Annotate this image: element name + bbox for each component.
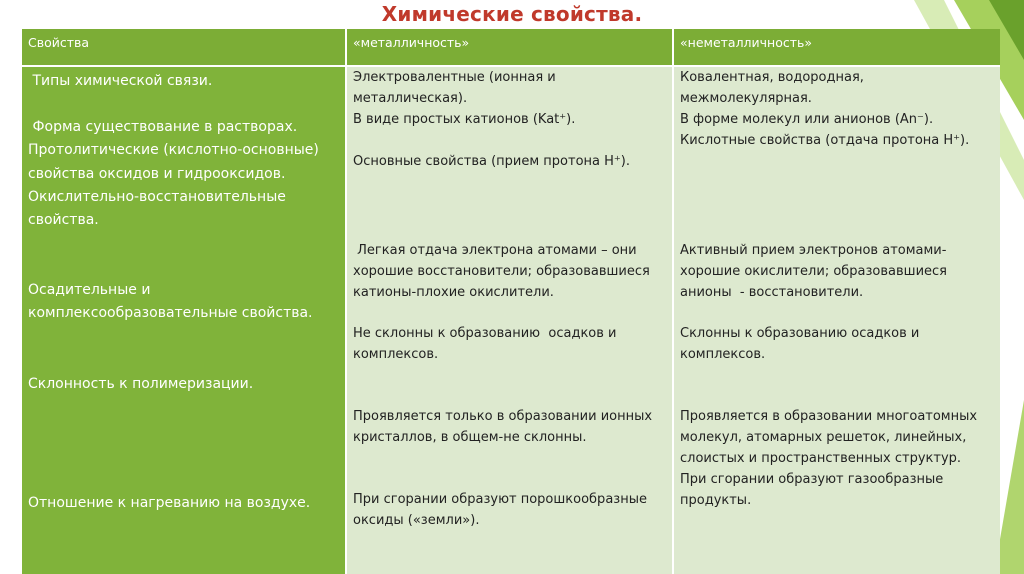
header-metallicity: «металличность» [347, 29, 674, 65]
page-title: Химические свойства. [381, 2, 643, 26]
metal-polymerization: Проявляется только в образовании ионных кристаллов, в общем-не склонны. [353, 409, 657, 445]
property-heating: Отношение к нагреванию на воздухе. [28, 495, 311, 511]
nonmetallicity-column [674, 65, 1000, 574]
metal-bond-forms: Электровалентные (ионная и металлическая). В виде простых катионов (Kat⁺). Основные свойства (прием протона H⁺). [353, 70, 630, 169]
metal-precipitation: Не склонны к образованию осадков и комплексов. [353, 326, 621, 362]
metal-redox: Легкая отдача электрона атомами – они хорошие восстановители; образовавшиеся катионы-плохие окислители. [353, 243, 654, 300]
nonmetal-polymerization-heating: Проявляется в образовании многоатомных молекул, атомарных решеток, линейных, слоистых и пространственных структур. При сгорании образуют газообразные продукты. [680, 409, 978, 508]
property-precipitation: Осадительные и комплексообразовательные свойства. [28, 282, 313, 322]
metallicity-column [347, 65, 674, 574]
property-polymerization: Склонность к полимеризации. [28, 376, 254, 392]
header-properties: Свойства [22, 29, 347, 65]
property-solution-form: Форма существование в растворах. Протолитические (кислотно-основные) свойства оксидов и гидрооксидов. Окислительно-восстановительные свойства. [28, 119, 319, 229]
nonmetal-bond-forms: Ковалентная, водородная, межмолекулярная. В форме молекул или анионов (An⁻). Кислотные свойства (отдача протона H⁺). [680, 70, 970, 148]
header-nonmetallicity: «неметалличность» [674, 29, 1000, 65]
nonmetal-precipitation: Склонны к образованию осадков и комплексов. [680, 326, 924, 362]
metal-heating: При сгорании образуют порошкообразные оксиды («земли»). [353, 492, 652, 528]
property-bond-type: Типы химической связи. [28, 73, 213, 89]
properties-table [22, 29, 1000, 574]
nonmetal-redox: Активный прием электронов атомами-хорошие окислители; образовавшиеся анионы - восстановители. [680, 243, 952, 300]
properties-column [22, 65, 347, 574]
